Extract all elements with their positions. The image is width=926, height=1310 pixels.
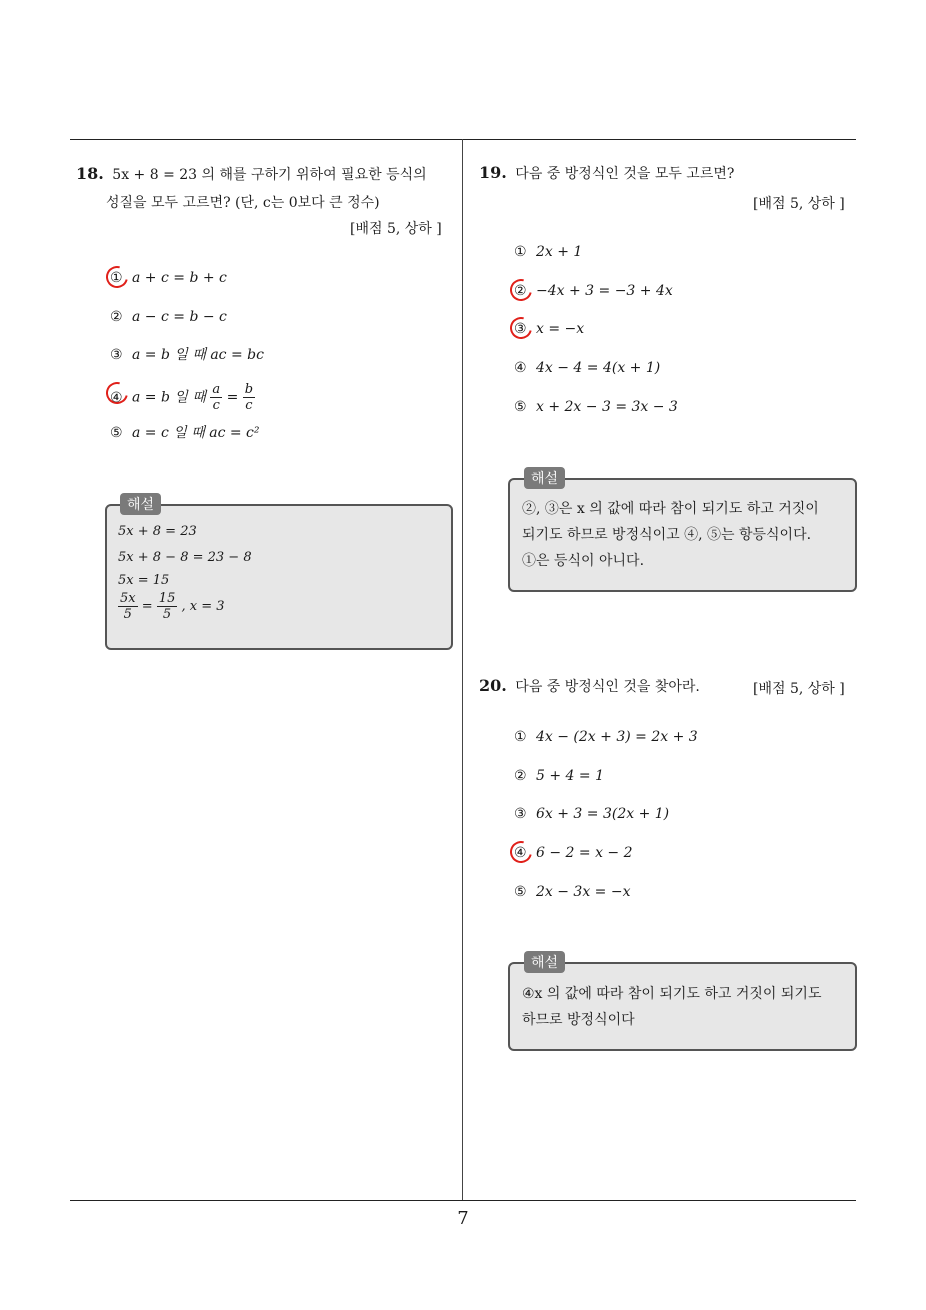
option-number: ② bbox=[514, 768, 527, 784]
explanation-line: 5x = 15 bbox=[118, 573, 170, 588]
question-number: 19. bbox=[479, 163, 507, 182]
fraction: $\frac{a}{c}$ bbox=[212, 382, 221, 413]
option-text: 4x − 4 = 4(x + 1) bbox=[536, 360, 661, 376]
question-number: 20. bbox=[479, 676, 507, 695]
fraction: $\frac{5x}{5}$ bbox=[120, 591, 136, 622]
explanation-line: $\frac{5x}{5}$ = $\frac{15}{5}$ , x = 3 bbox=[120, 591, 225, 622]
option-5 bbox=[110, 421, 260, 445]
option-4 bbox=[514, 356, 660, 380]
option-number: ⑤ bbox=[110, 425, 123, 441]
option-text: a = b 일 때 ac = bc bbox=[132, 347, 264, 363]
explanation-text bbox=[522, 496, 852, 574]
explanation-line: 하므로 방정식이다 bbox=[522, 1012, 635, 1028]
option-text: 5 + 4 = 1 bbox=[536, 768, 604, 784]
option-1 bbox=[514, 725, 698, 749]
fraction: $\frac{b}{c}$ bbox=[244, 382, 254, 413]
question-20-score: [배점 5, 상하 ] bbox=[753, 681, 845, 697]
option-number: ② bbox=[110, 309, 123, 325]
option-2 bbox=[514, 279, 673, 303]
explanation-tag: 해설 bbox=[524, 951, 565, 973]
explanation-text bbox=[118, 519, 252, 622]
option-number: ④ bbox=[110, 389, 123, 406]
option-text: a − c = b − c bbox=[132, 309, 227, 325]
page-number: 7 bbox=[457, 1208, 469, 1229]
option-text: a = b 일 때 bbox=[132, 389, 206, 406]
option-text: a + c = b + c bbox=[132, 270, 227, 286]
question-18-score: [배점 5, 상하 ] bbox=[350, 221, 442, 237]
option-number: ③ bbox=[514, 321, 527, 337]
option-text: x = −x bbox=[536, 321, 585, 337]
explanation-line: ①은 등식이 아니다. bbox=[522, 553, 645, 569]
option-text: 6x + 3 = 3(2x + 1) bbox=[536, 806, 670, 822]
question-text: 다음 중 방정식인 것을 모두 고르면? bbox=[515, 166, 735, 182]
option-number: ④ bbox=[514, 845, 527, 861]
option-2 bbox=[110, 305, 227, 329]
question-text: 5x + 8 = 23 의 해를 구하기 위하여 필요한 등식의 bbox=[112, 167, 427, 183]
question-19 bbox=[479, 159, 859, 188]
option-4 bbox=[110, 382, 255, 416]
option-number: ③ bbox=[110, 347, 123, 363]
question-text: 다음 중 방정식인 것을 찾아라. bbox=[515, 679, 700, 695]
option-5 bbox=[514, 395, 678, 419]
option-3 bbox=[110, 343, 264, 367]
option-4 bbox=[514, 841, 633, 865]
explanation-line: ②, ③은 x 의 값에 따라 참이 되기도 하고 거짓이 bbox=[522, 501, 819, 517]
option-text: 6 − 2 = x − 2 bbox=[536, 845, 633, 861]
explanation-line: ④x 의 값에 따라 참이 되기도 하고 거짓이 되기도 bbox=[522, 986, 822, 1002]
question-number: 18. bbox=[76, 164, 104, 183]
option-text: −4x + 3 = −3 + 4x bbox=[536, 283, 673, 299]
option-number: ② bbox=[514, 283, 527, 299]
option-number: ⑤ bbox=[514, 884, 527, 900]
question-18-line1 bbox=[76, 160, 456, 189]
option-text: 2x + 1 bbox=[536, 244, 583, 260]
option-2 bbox=[514, 764, 604, 788]
bottom-rule bbox=[70, 1200, 856, 1201]
question-20 bbox=[479, 672, 759, 701]
option-text: x + 2x − 3 = 3x − 3 bbox=[536, 399, 678, 415]
question-19-score: [배점 5, 상하 ] bbox=[753, 196, 845, 212]
option-text: a = c 일 때 ac = c² bbox=[132, 425, 260, 441]
option-3 bbox=[514, 317, 584, 341]
explanation-text bbox=[522, 981, 852, 1033]
option-text: 2x − 3x = −x bbox=[536, 884, 631, 900]
column-divider bbox=[462, 139, 463, 1201]
option-text: 4x − (2x + 3) = 2x + 3 bbox=[536, 729, 698, 745]
option-number: ① bbox=[110, 270, 123, 286]
option-5 bbox=[514, 880, 631, 904]
explanation-line: 5x + 8 − 8 = 23 − 8 bbox=[118, 550, 252, 565]
option-number: ④ bbox=[514, 360, 527, 376]
option-1 bbox=[514, 240, 582, 264]
option-3 bbox=[514, 802, 669, 826]
question-18 bbox=[76, 160, 456, 217]
explanation-line: 되기도 하므로 방정식이고 ④, ⑤는 항등식이다. bbox=[522, 527, 812, 543]
top-rule bbox=[70, 139, 856, 140]
explanation-tag: 해설 bbox=[120, 493, 161, 515]
option-number: ① bbox=[514, 244, 527, 260]
option-1 bbox=[110, 266, 227, 290]
equals-sign: = bbox=[226, 389, 239, 406]
option-number: ① bbox=[514, 729, 527, 745]
fraction: $\frac{15}{5}$ bbox=[158, 591, 176, 622]
option-number: ⑤ bbox=[514, 399, 527, 415]
explanation-tag: 해설 bbox=[524, 467, 565, 489]
option-number: ③ bbox=[514, 806, 527, 822]
explanation-line: 5x + 8 = 23 bbox=[118, 524, 197, 539]
question-18-line2: 성질을 모두 고르면? (단, c는 0보다 큰 정수) bbox=[106, 195, 380, 211]
